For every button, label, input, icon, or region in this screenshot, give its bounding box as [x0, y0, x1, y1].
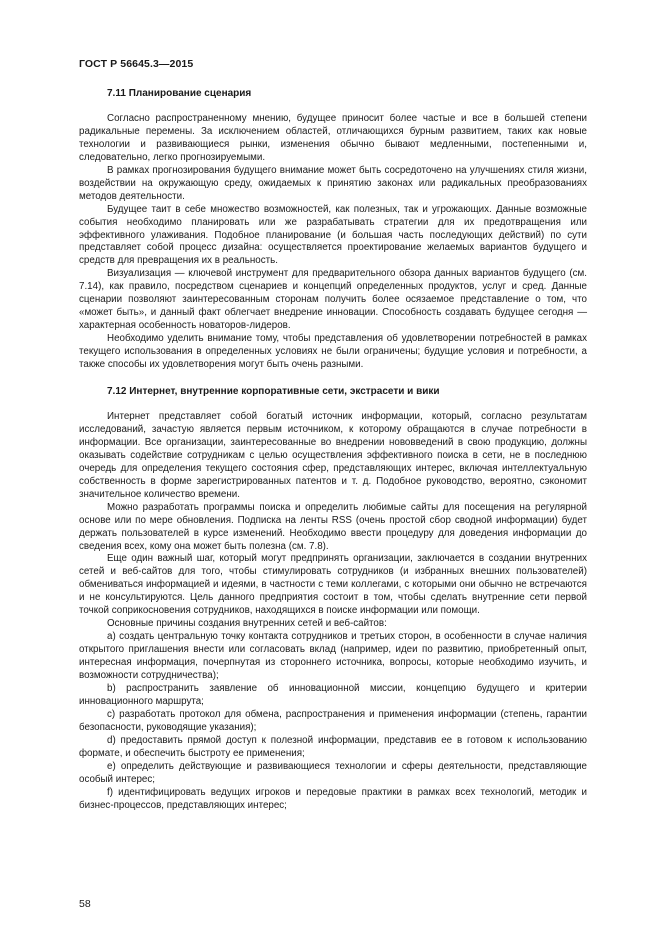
section-title-7-12: 7.12 Интернет, внутренние корпоративные сети, экстрасети и вики [107, 386, 440, 398]
list-item-a: a) создать центральную точку контакта сотрудников и третьих сторон, в особенности в случае наличия открытого приглашения внести или согласовать вклад (например, идеи по развитию, приобретенный опыт, интересная информация, почерпнутая из стороннего источника, вопросы, которые необходимо изучить, и возможности сотрудничества); [79, 631, 587, 682]
paragraph: Необходимо уделить внимание тому, чтобы представления об удовлетворении потребностей в рамках текущего использования в определенных условиях не были ограничены; будущие условия и потребности, а также способы их удовлетворения могут быть очень разными. [79, 333, 587, 371]
paragraph: Будущее таит в себе множество возможностей, как полезных, так и угрожающих. Данные возможные события необходимо планировать или же разрабатывать стратегии для их предотвращения или эффективного улаживания. Подобное планирование (и большая часть последующих действий) по сути представляет собой процесс дизайна: осуществляется проектирование желаемых вариантов будущего и средств для превращения их в реальность. [79, 203, 587, 267]
paragraph: В рамках прогнозирования будущего внимание может быть сосредоточено на улучшениях стиля жизни, воздействии на окружающую среду, ожидаемых к принятию законах или радикальных преобразованиях методов деятельности. [79, 164, 587, 202]
paragraph: Можно разработать программы поиска и определить любимые сайты для посещения на регулярной основе или по мере обновления. Подписка на ленты RSS (очень простой сбор сводной информации) будет держать пользователей в курсе изменений. Необходимо ввести процедуру для доведения информации до сведения всех, кому она может быть полезна (см. 7.8). [79, 501, 587, 552]
list-item-d: d) предоставить прямой доступ к полезной информации, представив ее в готовом к использованию формате, и обеспечить быстроту ее применения; [79, 734, 587, 759]
list-item-b: b) распространить заявление об инновационной миссии, концепцию будущего и критерии инновационного маршрута; [79, 682, 587, 707]
document-header: ГОСТ Р 56645.3—2015 [79, 58, 194, 70]
page-number: 58 [79, 898, 91, 910]
list-item-c: c) разработать протокол для обмена, распространения и применения информации (степень, гарантии безопасности, руководящие указания); [79, 708, 587, 733]
paragraph: Интернет представляет собой богатый источник информации, который, согласно результатам исследований, зачастую является первым источником, к которому обращаются в случае потребности в информации. Все организации, заинтересованные во внедрении нововведений в свою продукцию, должны оказывать содействие сотрудникам с целью осуществления эффективного поиска в сети, не в последнюю очередь для определения текущего состояния сфер, представляющих интерес, включая интеллектуальную собственность в форме зарегистрированных патентов и т. д. Подобное руководство, вероятно, сэкономит значительное количество времени. [79, 410, 587, 500]
paragraph: Визуализация — ключевой инструмент для предварительного обзора данных вариантов будущего (см. 7.14), как правило, посредством сценариев и концепций определенных продуктов, услуг и сред. Данные сценарии позволяют заинтересованным сторонам получить более осязаемое представление о том, что «может быть», и данный факт облегчает внедрение инновации. Способность создавать будущее сегодня — характерная особенность новаторов-лидеров. [79, 268, 587, 332]
list-item-e: e) определить действующие и развивающиеся технологии и сферы деятельности, представляющие особый интерес; [79, 760, 587, 785]
section-title-7-11: 7.11 Планирование сценария [107, 88, 252, 99]
document-body [79, 88, 587, 813]
paragraph: Согласно распространенному мнению, будущее приносит более частые и все в большей степени радикальные перемены. За исключением областей, отличающихся бурным развитием, таких как новые технологии и развивающиеся рынки, изменения обычно бывают медленными, постепенными и, следовательно, легко прогнозируемыми. [79, 112, 587, 163]
list-item-f: f) идентифицировать ведущих игроков и передовые практики в рамках всех технологий, методик и бизнес-процессов, представляющих интерес; [79, 786, 587, 811]
paragraph: Еще один важный шаг, который могут предпринять организации, заключается в создании внутренних сетей и веб-сайтов для того, чтобы стимулировать сотрудников (и избранных внешних пользователей) обмениваться информацией и идеями, в частности с теми коллегами, с которыми они обычно не встречаются и не консультируются. Цель данного предприятия состоит в том, чтобы сделать внутренние сети первой точкой соприкосновения сотрудников, находящихся в поиске информации или помощи. [79, 553, 587, 617]
paragraph: Основные причины создания внутренних сетей и веб-сайтов: [107, 618, 387, 630]
